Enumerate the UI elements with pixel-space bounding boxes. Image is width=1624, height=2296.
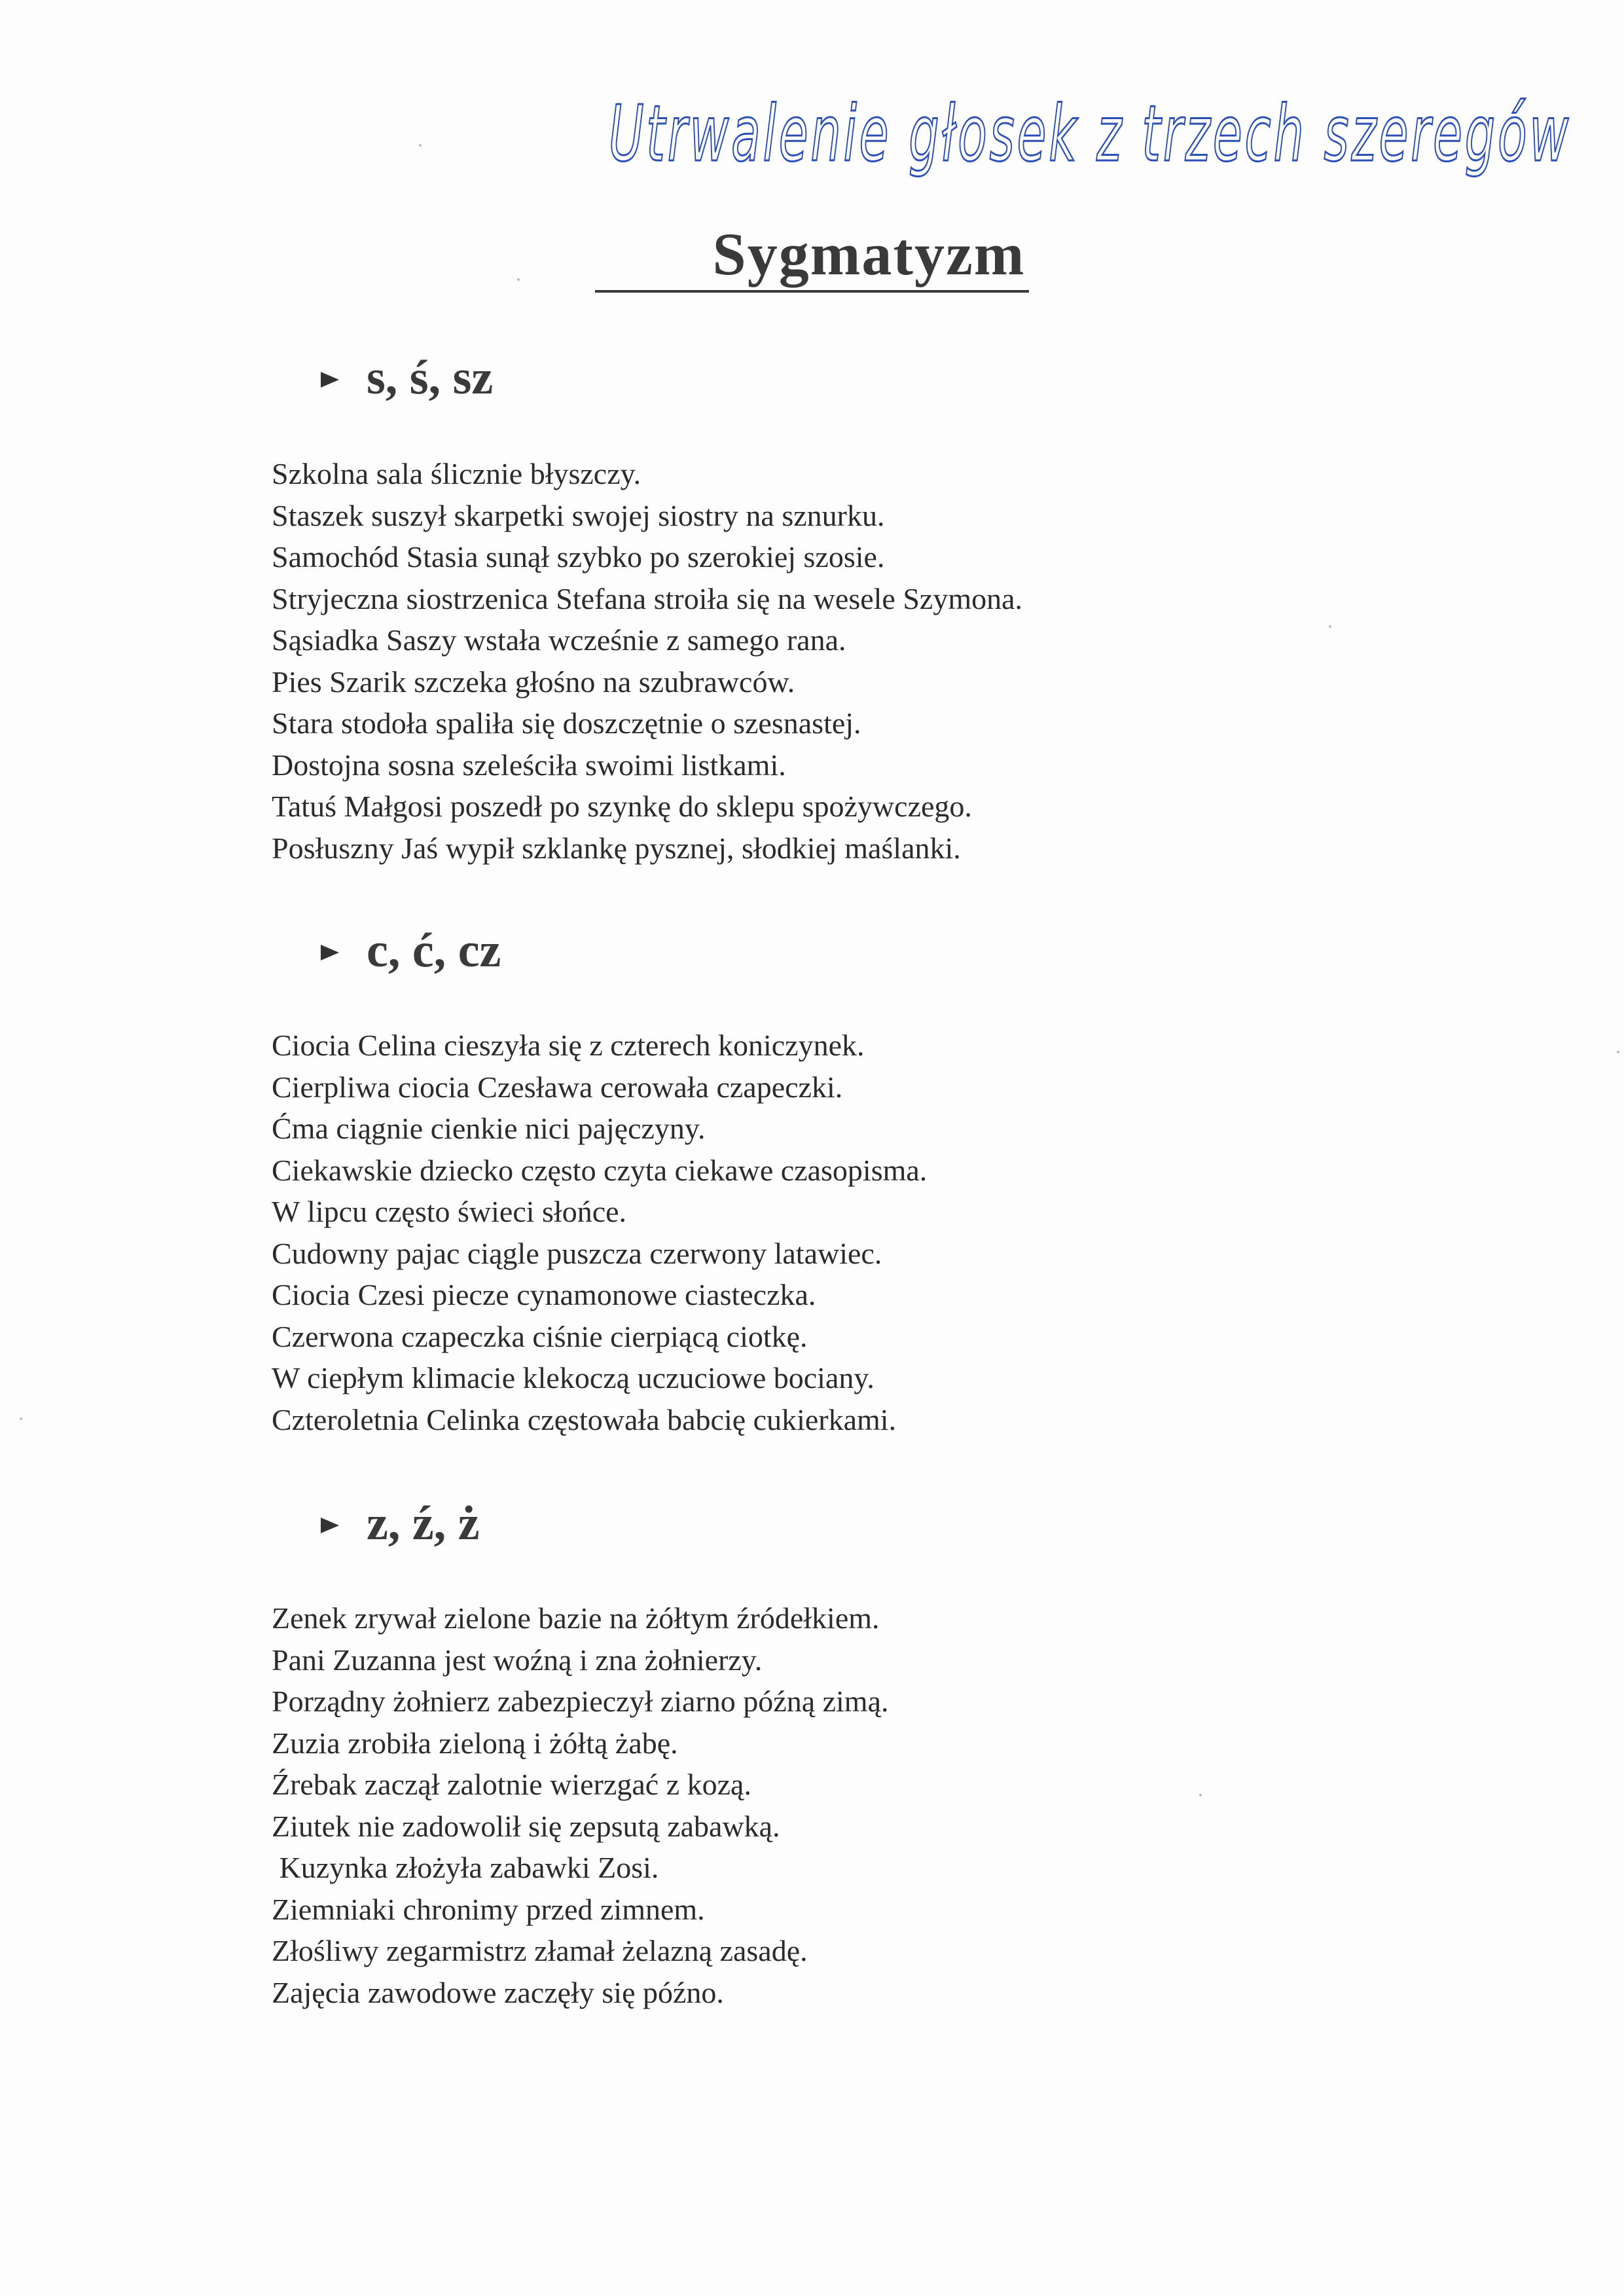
sentence: Posłuszny Jaś wypił szklankę pysznej, słodkiej maślanki. xyxy=(272,831,961,865)
scan-speck xyxy=(517,278,520,281)
sentence: Ziemniaki chronimy przed zimnem. xyxy=(272,1892,705,1926)
arrow-bullet-icon xyxy=(321,372,339,388)
sentence: W lipcu często świeci słońce. xyxy=(272,1195,627,1228)
section-heading-text: c, ć, cz xyxy=(367,924,501,977)
sentence: Ćma ciągnie cienkie nici pajęczyny. xyxy=(272,1112,706,1145)
sentence: Stryjeczna siostrzenica Stefana stroiła się na wesele Szymona. xyxy=(272,581,1023,615)
scan-speck xyxy=(20,1417,22,1420)
sentence: Zuzia zrobiła zieloną i żółtą żabę. xyxy=(272,1726,678,1760)
page-title xyxy=(0,219,1624,293)
scan-speck xyxy=(1329,625,1331,628)
sentence: Porządny żołnierz zabezpieczył ziarno późną zimą. xyxy=(272,1685,889,1718)
handwritten-note xyxy=(609,62,1578,213)
sentence: Pani Zuzanna jest woźną i zna żołnierzy. xyxy=(272,1643,763,1677)
sentence: Kuzynka złożyła zabawki Zosi. xyxy=(272,1851,659,1884)
sentence: Szkolna sala ślicznie błyszczy. xyxy=(272,457,641,490)
scan-speck xyxy=(419,144,422,147)
sentence: Sąsiadka Saszy wstała wcześnie z samego rana. xyxy=(272,623,846,657)
section-heading-c xyxy=(321,923,501,979)
sentence: Ciocia Czesi piecze cynamonowe ciasteczka. xyxy=(272,1278,816,1311)
sentence-list-z xyxy=(272,1597,889,2013)
scan-speck xyxy=(1617,1051,1619,1053)
page-title-text: Sygmatyzm xyxy=(595,223,1030,293)
section-heading-s xyxy=(321,350,493,406)
sentence: Staszek suszył skarpetki swojej siostry na sznurku. xyxy=(272,498,885,532)
sentence: Samochód Stasia sunął szybko po szerokiej szosie. xyxy=(272,540,885,574)
sentence: Tatuś Małgosi poszedł po szynkę do sklepu spożywczego. xyxy=(272,790,972,823)
sentence: Zenek zrywał zielone bazie na żółtym źródełkiem. xyxy=(272,1601,880,1635)
scan-speck xyxy=(1199,1794,1202,1796)
sentence: Stara stodoła spaliła się doszczętnie o szesnastej. xyxy=(272,706,861,740)
section-heading-z xyxy=(321,1496,480,1552)
handwritten-note-text: Utrwalenie głosek z trzech szeregów xyxy=(609,88,1571,179)
arrow-bullet-icon xyxy=(321,945,339,960)
sentence: Ciekawskie dziecko często czyta ciekawe czasopisma. xyxy=(272,1153,928,1187)
sentence: Czerwona czapeczka ciśnie cierpiącą ciotkę. xyxy=(272,1319,808,1353)
sentence: Złośliwy zegarmistrz złamał żelazną zasadę. xyxy=(272,1934,808,1967)
section-heading-text: s, ś, sz xyxy=(367,351,494,405)
sentence-list-c xyxy=(272,1025,927,1440)
sentence: Ciocia Celina cieszyła się z czterech koniczynek. xyxy=(272,1029,865,1062)
arrow-bullet-icon xyxy=(321,1518,339,1533)
sentence: Ziutek nie zadowolił się zepsutą zabawką. xyxy=(272,1809,780,1843)
sentence: Czteroletnia Celinka częstowała babcię cukierkami. xyxy=(272,1402,897,1436)
sentence: Źrebak zaczął zalotnie wierzgać z kozą. xyxy=(272,1768,751,1801)
sentence: Cierpliwa ciocia Czesława cerowała czapeczki. xyxy=(272,1070,843,1104)
sentence: Dostojna sosna szeleściła swoimi listkami. xyxy=(272,748,786,782)
sentence: Pies Szarik szczeka głośno na szubrawców. xyxy=(272,665,795,699)
sentence: W ciepłym klimacie klekoczą uczuciowe bociany. xyxy=(272,1361,875,1394)
section-heading-text: z, ź, ż xyxy=(367,1497,480,1550)
sentence: Cudowny pajac ciągle puszcza czerwony latawiec. xyxy=(272,1236,882,1270)
sentence: Zajęcia zawodowe zaczęły się późno. xyxy=(272,1975,724,2009)
sentence-list-s xyxy=(272,453,1022,869)
